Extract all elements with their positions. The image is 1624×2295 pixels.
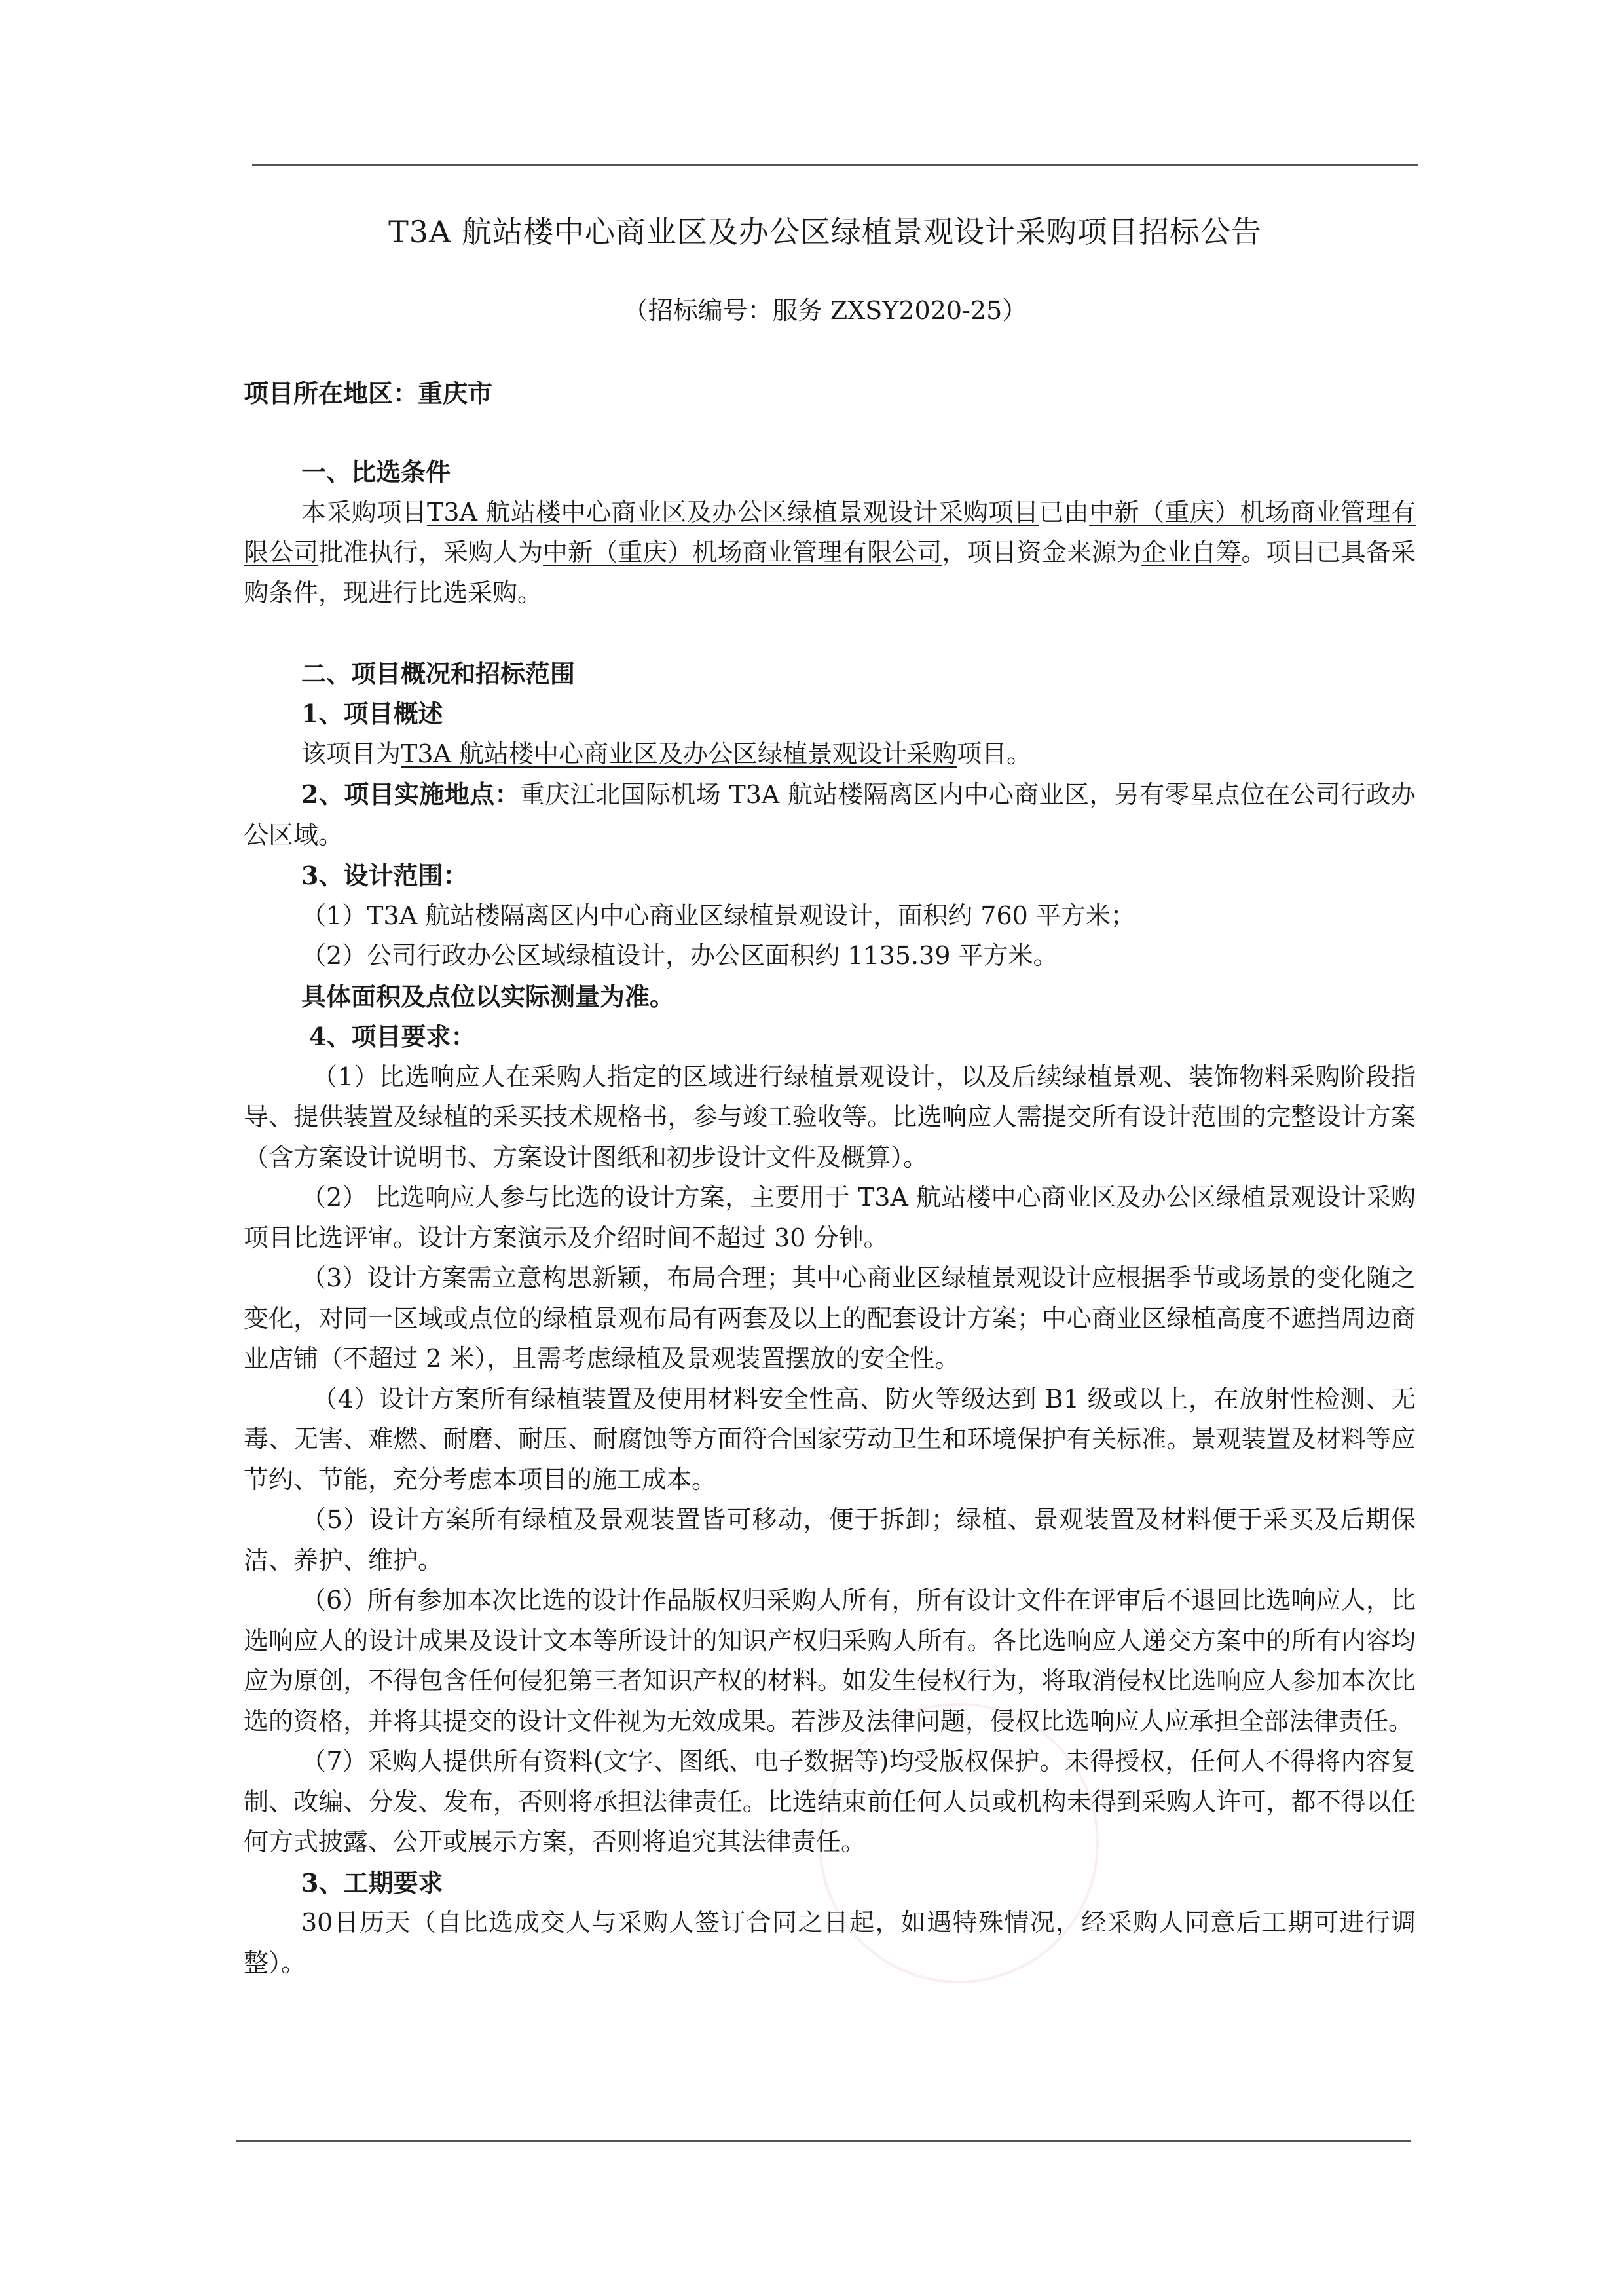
schedule-heading: 3、工期要求 xyxy=(301,1867,443,1897)
overview-heading: 1、项目概述 xyxy=(301,699,443,728)
requirement-item: （6）所有参加本次比选的设计作品版权归采购人所有，所有设计文件在评审后不退回比选响应人，比选响应人的设计成果及设计文本等所设计的知识产权归采购人所有。各比选响应人递交方案中的所有内容均应为原创，不得包含任何侵犯第三者知识产权的材料。如发生侵权行为，将取消侵权比选响应人参加本次比选的资格，并将其提交的设计文件视为无效成果。若涉及法律问题，侵权比选响应人应承担全部法律责任。 xyxy=(244,1586,1416,1736)
buyer-name: 中新（重庆）机场商业管理有限公司 xyxy=(543,538,942,567)
footer-rule xyxy=(236,2140,1411,2142)
requirement-item: （4）设计方案所有绿植装置及使用材料安全性高、防火等级达到 B1 级或以上，在放射性检测、无毒、无害、难燃、耐磨、耐压、耐腐蚀等方面符合国家劳动卫生和环境保护有关标准。景观装置及材料等应节约、节能，充分考虑本项目的施工成本。 xyxy=(244,1384,1416,1494)
requirement-item: （5）设计方案所有绿植及景观装置皆可移动，便于拆卸；绿植、景观装置及材料便于采买及后期保洁、养护、维护。 xyxy=(244,1505,1416,1575)
approver-name: 中新（重庆）机场商业管理有限公司 xyxy=(244,497,1416,567)
header-rule xyxy=(252,164,1418,166)
section1-paragraph: 本采购项目T3A 航站楼中心商业区及办公区绿植景观设计采购项目已由中新（重庆）机场商业管理有限公司批准执行，采购人为中新（重庆）机场商业管理有限公司，项目资金来源为企业自筹。项目已具备采购条件，现进行比选采购。 xyxy=(244,497,1416,607)
requirement-item: （3）设计方案需立意构思新颖，布局合理；其中心商业区绿植景观设计应根据季节或场景的变化随之变化，对同一区域或点位的绿植景观布局有两套及以上的配套设计方案；中心商业区绿植高度不遮挡周边商业店铺（不超过 2 米），且需考虑绿植及景观装置摆放的安全性。 xyxy=(244,1263,1416,1373)
overview-paragraph: 该项目为T3A 航站楼中心商业区及办公区绿植景观设计采购项目。 xyxy=(301,739,1032,768)
requirements-heading: 4、项目要求： xyxy=(309,1022,476,1051)
requirement-item: （2） 比选响应人参与比选的设计方案，主要用于 T3A 航站楼中心商业区及办公区绿植景观设计采购项目比选评审。设计方案演示及介绍时间不超过 30 分钟。 xyxy=(244,1183,1416,1252)
scope-heading: 3、设计范围： xyxy=(301,861,468,890)
document-title: T3A 航站楼中心商业区及办公区绿植景观设计采购项目招标公告 xyxy=(388,214,1262,250)
overview-project-name: T3A 航站楼中心商业区及办公区绿植景观设计采购 xyxy=(401,739,957,768)
schedule-paragraph: 30日历天（自比选成交人与采购人签订合同之日起，如遇特殊情况，经采购人同意后工期可进行调整）。 xyxy=(244,1908,1416,1977)
location-paragraph: 2、项目实施地点：重庆江北国际机场 T3A 航站楼隔离区内中心商业区，另有零星点位在公司行政办公区域。 xyxy=(244,779,1416,849)
bid-number: （招标编号：服务 ZXSY2020-25） xyxy=(623,296,1027,325)
section2-heading: 二、项目概况和招标范围 xyxy=(301,658,576,688)
scope-item: （2）公司行政办公区域绿植设计，办公区面积约 1135.39 平方米。 xyxy=(301,941,1058,970)
section1-heading: 一、比选条件 xyxy=(301,457,451,487)
requirement-item: （7）采购人提供所有资料(文字、图纸、电子数据等)均受版权保护。未得授权，任何人不得将内容复制、改编、分发、发布，否则将承担法律责任。比选结束前任何人员或机构未得到采购人许可，都不得以任何方式披露、公开或展示方案，否则将追究其法律责任。 xyxy=(244,1747,1416,1856)
scope-note: 具体面积及点位以实际测量为准。 xyxy=(301,981,675,1011)
project-name: T3A 航站楼中心商业区及办公区绿植景观设计采购项目 xyxy=(427,497,1039,527)
funding-source: 企业自筹 xyxy=(1141,538,1242,567)
document-body xyxy=(244,452,1416,1983)
requirement-item: （1）比选响应人在采购人指定的区域进行绿植景观设计，以及后续绿植景观、装饰物料采购阶段指导、提供装置及绿植的采买技术规格书，参与竣工验收等。比选响应人需提交所有设计范围的完整设计方案（含方案设计说明书、方案设计图纸和初步设计文件及概算）。 xyxy=(244,1062,1416,1172)
scope-item: （1）T3A 航站楼隔离区内中心商业区绿植景观设计，面积约 760 平方米； xyxy=(301,901,1135,930)
project-region: 项目所在地区：重庆市 xyxy=(244,379,493,408)
